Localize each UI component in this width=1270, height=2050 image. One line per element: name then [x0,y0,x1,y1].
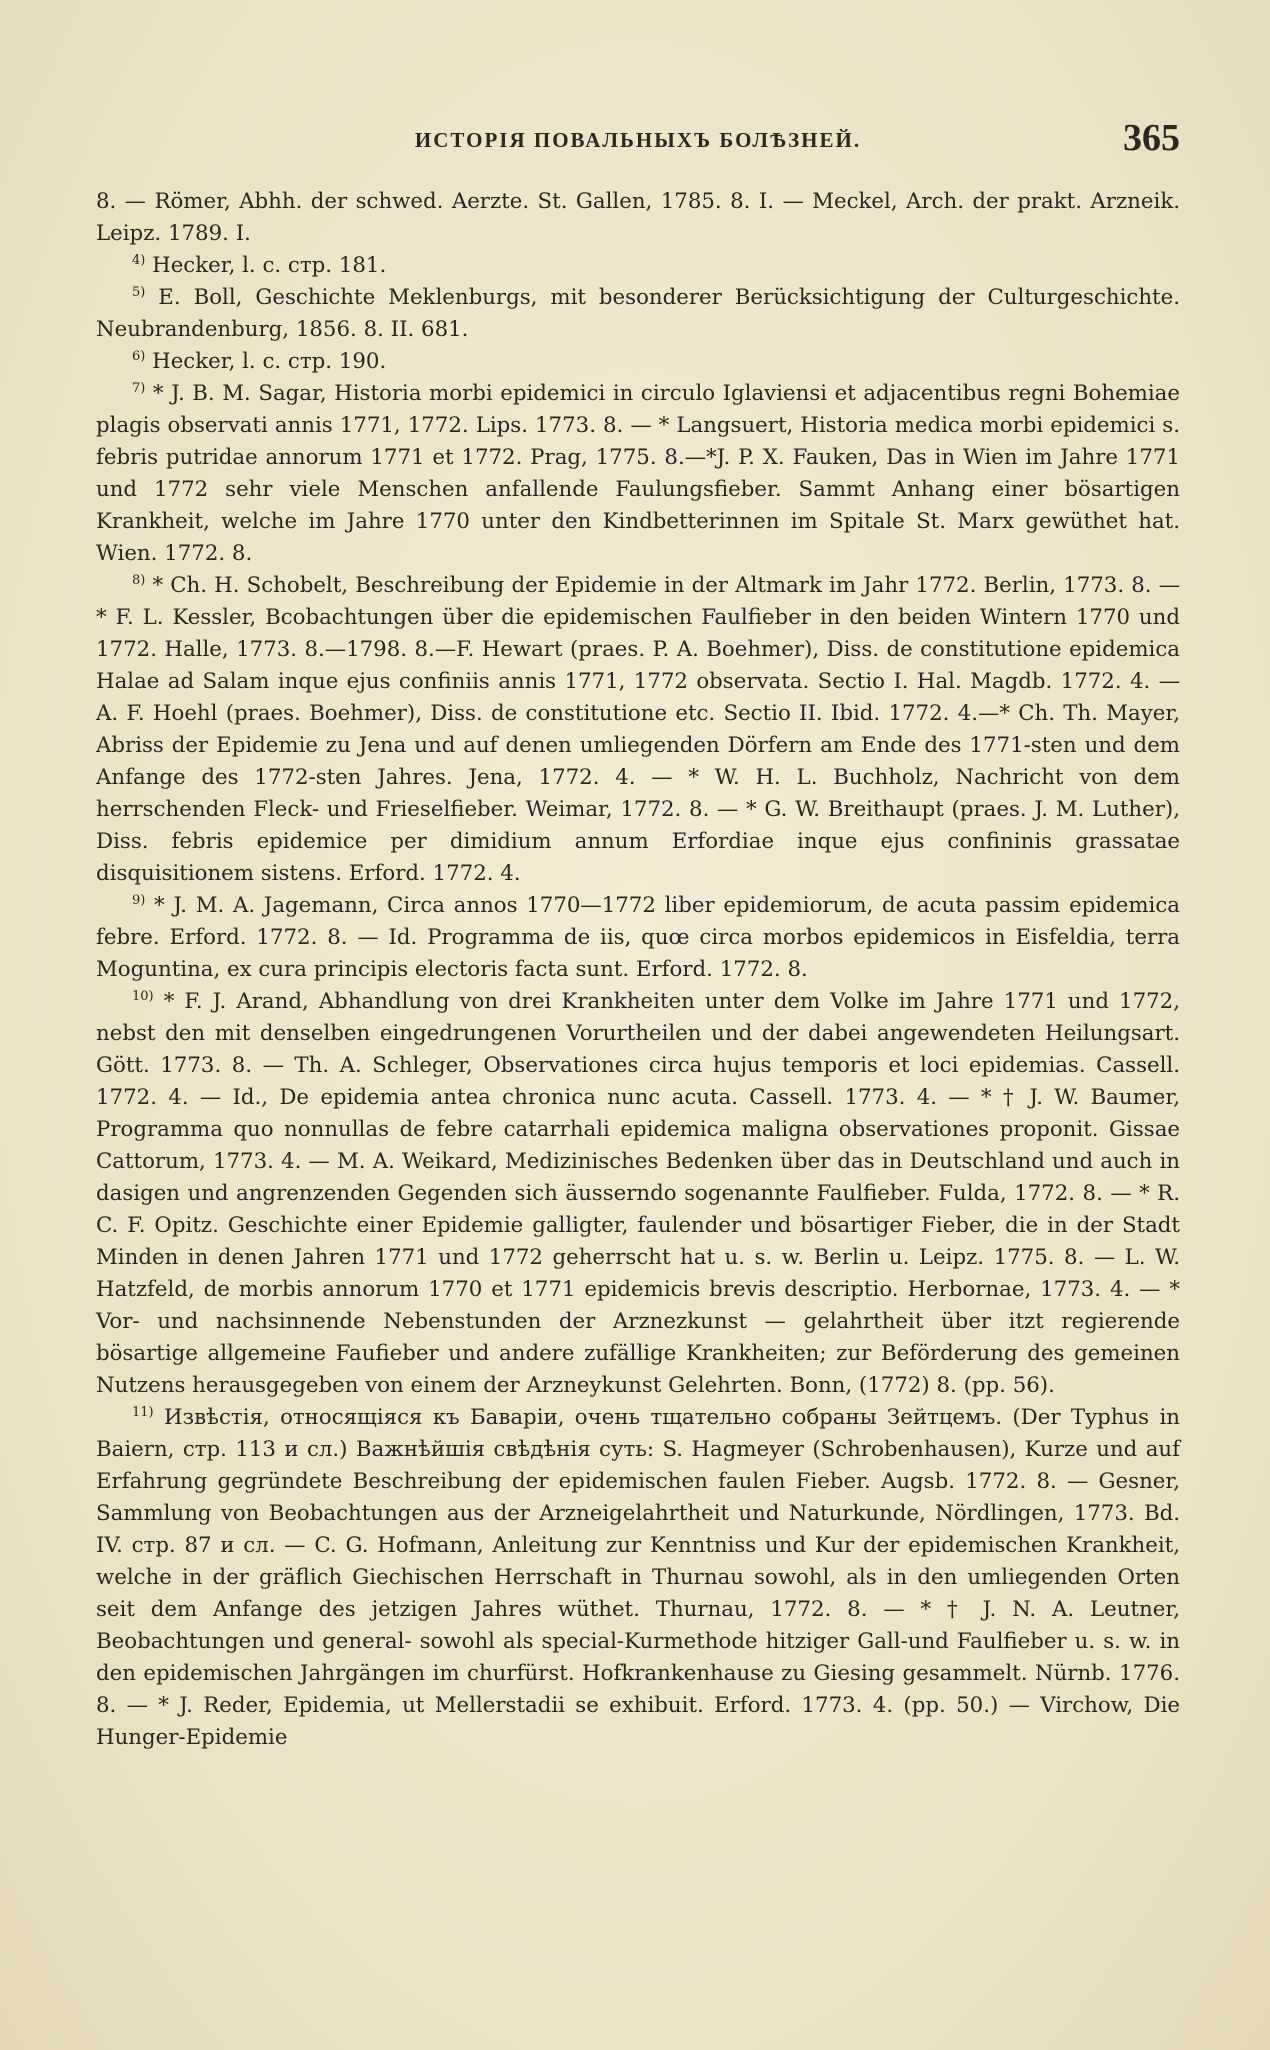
footnote-8 [96,570,1180,890]
footnote-body [96,186,1180,1754]
running-title: ИСТОРІЯ ПОВАЛЬНЫХЪ БОЛѢЗНЕЙ. [414,128,862,152]
footnote-marker: 9) [132,892,146,908]
footnote-marker: 4) [132,252,146,268]
footnote-9 [96,890,1180,986]
footnote-text: * J. M. A. Jagemann, Circa annos 1770—1772 liber epidemiorum, de acuta passim epidemica febre. Erford. 1772. 8. — Id. Programma de iis, quœ circa morbos epidemicos in Eisfeldia, terra Moguntina, ex cura principis electoris facta sunt. Erford. 1772. 8. [96,893,1180,982]
footnote-text: * Ch. H. Schobelt, Beschreibung der Epidemie in der Altmark im Jahr 1772. Berlin, 1773. 8. — * F. L. Kessler, Bcobachtungen über die epidemischen Faulfieber in den beiden Wintern 1770 und 1772. Halle, 1773. 8.—1798. 8.—F. Hewart (praes. P. A. Boehmer), Diss. de constitutione epidemica Halae ad Salam inque ejus confiniis annis 1771, 1772 observata. Sectio I. Hal. Magdb. 1772. 4. — A. F. Hoehl (praes. Boehmer), Diss. de constitutione etc. Sectio II. Ibid. 1772. 4.—* Ch. Th. Mayer, Abriss der Epidemie zu Jena und auf denen umliegenden Dörfern am Ende des 1771-sten und dem Anfange des 1772-sten Jahres. Jena, 1772. 4. — * W. H. L. Buchholz, Nachricht von dem herrschenden Fleck- und Frieselfieber. Weimar, 1772. 8. — * G. W. Breithaupt (praes. J. M. Luther), Diss. febris epidemice per dimidium annum Erfordiae inque ejus confininis grassatae disquisitionem sistens. Erford. 1772. 4. [96,573,1180,886]
footnote-marker: 5) [132,284,146,300]
footnote-6 [96,346,1180,378]
footnote-text: E. Boll, Geschichte Meklenburgs, mit besonderer Berücksichtigung der Culturgeschichte. Neubrandenburg, 1856. 8. II. 681. [96,285,1180,342]
footnote-text: * F. J. Arand, Abhandlung von drei Krankheiten unter dem Volke im Jahre 1771 und 1772, nebst den mit denselben eingedrungenen Vorurtheilen und der dabei angewendeten Heilungsart. Gött. 1773. 8. — Th. A. Schleger, Observationes circa hujus temporis et loci epidemias. Cassell. 1772. 4. — Id., De epidemia antea chronica nunc acuta. Cassell. 1773. 4. — * † J. W. Baumer, Programma quo nonnullas de febre catarrhali epidemica maligna observationes proponit. Gissae Cattorum, 1773. 4. — M. A. Weikard, Medizinisches Bedenken über das in Deutschland und auch in dasigen und angrenzenden Gegenden sich äusserndo sogenannte Faulfieber. Fulda, 1772. 8. — * R. C. F. Opitz. Geschichte einer Epidemie galligter, faulender und bösartiger Fieber, die in der Stadt Minden in denen Jahren 1771 und 1772 geherrscht hat u. s. w. Berlin u. Leipz. 1775. 8. — L. W. Hatzfeld, de morbis annorum 1770 et 1771 epidemicis brevis descriptio. Herbornae, 1773. 4. — * Vor- und nachsinnende Nebenstunden der Arznezkunst — gelahrtheit über itzt regierende bösartige allgemeine Faufieber und andere zufällige Krankheiten; zur Beförderung des gemeinen Nutzens herausgegeben von einem der Arzneykunst Gelehrten. Bonn, (1772) 8. (pp. 56). [96,989,1180,1398]
footnote-10 [96,986,1180,1402]
footnote-text: Извѣстія, относящіяся къ Баваріи, очень тщательно собраны Зейтцемъ. (Der Typhus in Baiern, стр. 113 и сл.) Важнѣйшія свѣдѣнія суть: S. Hagmeyer (Schrobenhausen), Kurze und auf Erfahrung gegründete Beschreibung der epidemischen faulen Fieber. Augsb. 1772. 8. — Gesner, Sammlung von Beobachtungen aus der Arzneigelahrtheit und Naturkunde, Nördlingen, 1773. Bd. IV. стр. 87 и сл. — C. G. Hofmann, Anleitung zur Kenntniss und Kur der epidemischen Krankheit, welche in der gräflich Giechischen Herrschaft in Thurnau sowohl, als in den umliegenden Orten seit dem Anfange des jetzigen Jahres wüthet. Thurnau, 1772. 8. — * † J. N. A. Leutner, Beobachtungen und general- sowohl als special-Kurmethode hitziger Gall-und Faulfieber u. s. w. in den epidemischen Jahrgängen im churfürst. Hofkrankenhause zu Giesing gesammelt. Nürnb. 1776. 8. — * J. Reder, Epidemia, ut Mellerstadii se exhibuit. Erford. 1773. 4. (pp. 50.) — Virchow, Die Hunger-Epidemie [96,1405,1180,1750]
footnote-marker: 7) [132,380,146,396]
footnote-marker: 8) [132,572,146,588]
footnote-4 [96,250,1180,282]
footnote-marker: 11) [132,1404,154,1420]
footnote-text: Hecker, l. c. стр. 190. [152,349,387,374]
page-number: 365 [1123,117,1180,159]
footnote-7 [96,378,1180,570]
page-header [96,118,1180,164]
footnote-5 [96,282,1180,346]
footnote-11 [96,1402,1180,1754]
footnote-marker: 10) [132,988,154,1004]
footnote-marker: 6) [132,348,146,364]
footnote-continuation: 8. — Römer, Abhh. der schwed. Aerzte. St. Gallen, 1785. 8. I. — Meckel, Arch. der prakt. Arzneik. Leipz. 1789. I. [96,189,1180,246]
footnote-text: * J. B. M. Sagar, Historia morbi epidemici in circulo Iglaviensi et adjacentibus regni Bohemiae plagis observati annis 1771, 1772. Lips. 1773. 8. — * Langsuert, Historia medica morbi epidemici s. febris putridae annorum 1771 et 1772. Prag, 1775. 8.—*J. P. X. Fauken, Das in Wien im Jahre 1771 und 1772 sehr viele Menschen anfallende Faulungsfieber. Sammt Anhang einer bösartigen Krankheit, welche im Jahre 1770 unter den Kindbetterinnen im Spitale St. Marx gewüthet hat. Wien. 1772. 8. [96,381,1180,566]
footnote-text: Hecker, l. c. стр. 181. [152,253,387,278]
